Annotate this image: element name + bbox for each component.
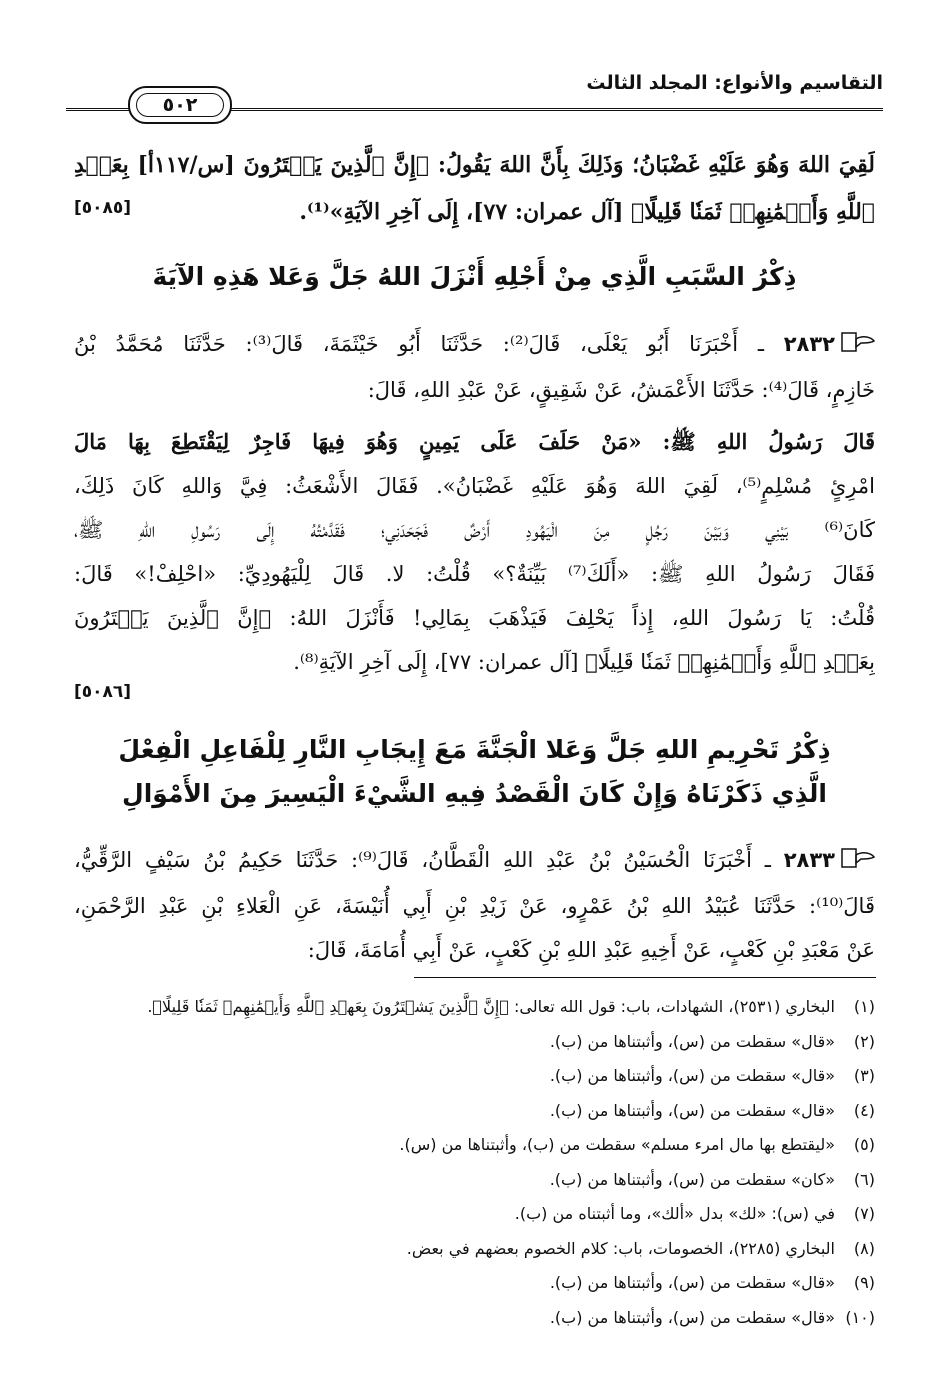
- footnote: [74, 1266, 875, 1301]
- isnad-text: ـ أَخْبَرَنَا الْحُسَيْنُ بْنُ عَبْدِ اللهِ الْقَطَّانُ، قَالَ⁽⁹⁾: حَدَّثَنَا حَكِيمُ بْنُ سَيْفٍ الرَّقِّيُّ،: [74, 848, 771, 872]
- text-line: عَنْ مَعْبَدِ بْنِ كَعْبٍ، عَنْ أَخِيهِ عَبْدِ اللهِ بْنِ كَعْبٍ، عَنْ أَبِي أُمَامَةَ، قَالَ:: [307, 937, 875, 962]
- footnote-text: في (س): «لك» بدل «ألك»، وما أثبتناه من (ب).: [514, 1204, 835, 1223]
- heading-line: الَّذِي ذَكَرْنَاهُ وَإِنْ كَانَ الْقَصْدُ فِيهِ الشَّيْءَ الْيَسِيرَ مِنَ الأَمْوَالِ: [122, 779, 827, 808]
- footnote: [74, 1197, 875, 1232]
- footnote-separator: [414, 977, 876, 978]
- section-heading: ذِكْرُ السَّبَبِ الَّذِي مِنْ أَجْلِهِ أَنْزَلَ اللهُ جَلَّ وَعَلا هَذِهِ الآيَةَ: [152, 262, 797, 291]
- footnote-number: (٤): [853, 1100, 875, 1120]
- running-title: التقاسيم والأنواع: المجلد الثالث: [586, 72, 883, 94]
- footnote-number: (١٠): [845, 1307, 875, 1327]
- page-header: [66, 72, 883, 128]
- footnote-text: «قال» سقطت من (س)، وأثبتناها من (ب).: [549, 1066, 835, 1085]
- page-number-frame: [128, 86, 232, 124]
- footnote: [74, 1128, 875, 1163]
- footnote-text: «قال» سقطت من (س)، وأثبتناها من (ب).: [549, 1273, 835, 1292]
- text-line: ٱللَّهِ وَأَيۡمَٰنِهِمۡ ثَمَنٗا قَلِيلًا﴾ [آل عمران: ٧٧]، إِلَى آخِرِ الآيَةِ»⁽¹⁾.: [299, 199, 875, 225]
- text-line: لَقِيَ اللهَ وَهُوَ عَلَيْهِ غَضْبَانُ؛ وَذَلِكَ بِأَنَّ اللهَ يَقُولُ: ﴿إِنَّ ٱلَّذِينَ يَشۡتَرُونَ [س/١١٧أ] بِعَهۡدِ: [74, 152, 875, 178]
- footnote: [74, 1094, 875, 1129]
- footnote-text: «كان» سقطت من (س)، وأثبتناها من (ب).: [549, 1169, 835, 1189]
- hadith-matn: [74, 420, 875, 684]
- footnote-text: «ليقتطع بها مال امرء مسلم» سقطت من (ب)، وأثبتناها من (س).: [399, 1135, 835, 1154]
- hadith-number: ٢٨٣٢: [783, 332, 835, 356]
- footnote-number: (٣): [853, 1066, 875, 1085]
- page-number: ٥٠٢: [136, 93, 224, 117]
- footnote: [74, 1301, 875, 1336]
- hadith-isnad: [74, 838, 875, 972]
- footnote-number: (١): [853, 997, 875, 1016]
- hadith-reference: [٥٠٨٦]: [74, 682, 132, 702]
- text-line: فَقَالَ رَسُولُ اللهِ ﷺ: «أَلَكَ⁽⁷⁾ بَيِّنَةٌ؟» قُلْتُ: لا. قَالَ لِلْيَهُودِيِّ: «احْلِفْ!» قَالَ:: [74, 562, 875, 586]
- text-line: بِعَهۡدِ ٱللَّهِ وَأَيۡمَٰنِهِمۡ ثَمَنٗا قَلِيلًا﴾ [آل عمران: ٧٧]، إِلَى آخِرِ الآيَةِ⁽⁸⁾.: [293, 650, 875, 674]
- text-line: [74, 838, 875, 884]
- footnote: [74, 1163, 875, 1198]
- text-line: كَانَ⁽⁶⁾ بَيْنِي وَبَيْنَ رَجُلٍ مِنَ الْيَهُودِ أَرْضٌ فَجَحَدَنِي؛ فَقَدَّمْتُهُ إِلَى رَسُولِ اللهِ ﷺ،: [74, 518, 875, 542]
- text-line: قَالَ رَسُولُ اللهِ ﷺ: «مَنْ حَلَفَ عَلَى يَمِينٍ وَهُوَ فِيهَا فَاجِرٌ لِيَقْتَطِعَ بِهَا مَالَ: [74, 429, 875, 454]
- footnote-number: (٢): [853, 1031, 875, 1051]
- text-line: قَالَ⁽¹⁰⁾: حَدَّثَنَا عُبَيْدُ اللهِ بْنُ عَمْرٍو، عَنْ زَيْدِ بْنِ أَبِي أُنَيْسَةَ، عَنِ الْعَلاءِ بْنِ عَبْدِ الرَّحْمَنِ،: [74, 893, 875, 918]
- hadith-reference: [٥٠٨٥]: [74, 198, 132, 218]
- hadith-isnad: [74, 322, 875, 412]
- footnote-number: (٧): [853, 1204, 875, 1223]
- text-line: امْرِئٍ مُسْلِمٍ⁽⁵⁾، لَقِيَ اللهَ وَهُوَ عَلَيْهِ غَضْبَانُ». فَقَالَ الأَشْعَثُ: فِيَّ وَاللهِ كَانَ ذَلِكَ،: [74, 474, 875, 498]
- footnote-text: «قال» سقطت من (س)، وأثبتناها من (ب).: [549, 1100, 835, 1120]
- footnote-number: (٩): [853, 1273, 875, 1292]
- section-heading: [74, 728, 875, 816]
- footnote: [74, 1025, 875, 1060]
- footnote-text: «قال» سقطت من (س)، وأثبتناها من (ب).: [549, 1307, 835, 1327]
- text-line: خَازِمٍ، قَالَ⁽⁴⁾: حَدَّثَنَا الأَعْمَشُ، عَنْ شَقِيقٍ، عَنْ عَبْدِ اللهِ، قَالَ:: [367, 377, 875, 402]
- isnad-text: ـ أَخْبَرَنَا أَبُو يَعْلَى، قَالَ⁽²⁾: حَدَّثَنَا أَبُو خَيْثَمَةَ، قَالَ⁽³⁾: حَدَّثَنَا مُحَمَّدُ بْنُ: [74, 332, 764, 356]
- footnote: [74, 1059, 875, 1094]
- footnote-text: البخاري (٢٥٣١)، الشهادات، باب: قول الله تعالى: ﴿إِنَّ ٱلَّذِينَ يَشۡتَرُونَ بِعَهۡدِ ٱللَّهِ وَأَيۡمَٰنِهِمۡ ثَمَنٗا قَلِيلًا﴾.: [147, 997, 835, 1016]
- footnote-number: (٦): [853, 1169, 875, 1189]
- hadith-number: ٢٨٣٣: [783, 848, 835, 872]
- pointing-hand-icon: [841, 324, 875, 368]
- footnote: [74, 1232, 875, 1267]
- text-line: [74, 322, 875, 368]
- footnote: [74, 990, 875, 1025]
- intro-paragraph: [74, 142, 875, 236]
- footnote-number: (٥): [853, 1135, 875, 1154]
- footnotes: [74, 990, 875, 1335]
- footnote-number: (٨): [853, 1238, 875, 1258]
- footnote-text: البخاري (٢٢٨٥)، الخصومات، باب: كلام الخصوم بعضهم في بعض.: [406, 1238, 835, 1258]
- text-line: قُلْتُ: يَا رَسُولَ اللهِ، إِذاً يَحْلِفَ فَيَذْهَبَ بِمَالِي! فَأَنْزَلَ اللهُ: ﴿إِنَّ ٱلَّذِينَ يَشۡتَرُونَ: [74, 606, 875, 630]
- footnote-text: «قال» سقطت من (س)، وأثبتناها من (ب).: [549, 1031, 835, 1051]
- pointing-hand-icon: [841, 840, 875, 884]
- heading-line: ذِكْرُ تَحْرِيمِ اللهِ جَلَّ وَعَلا الْجَنَّةَ مَعَ إِيجَابِ النَّارِ لِلْفَاعِلِ الْفِعْلَ: [118, 735, 831, 764]
